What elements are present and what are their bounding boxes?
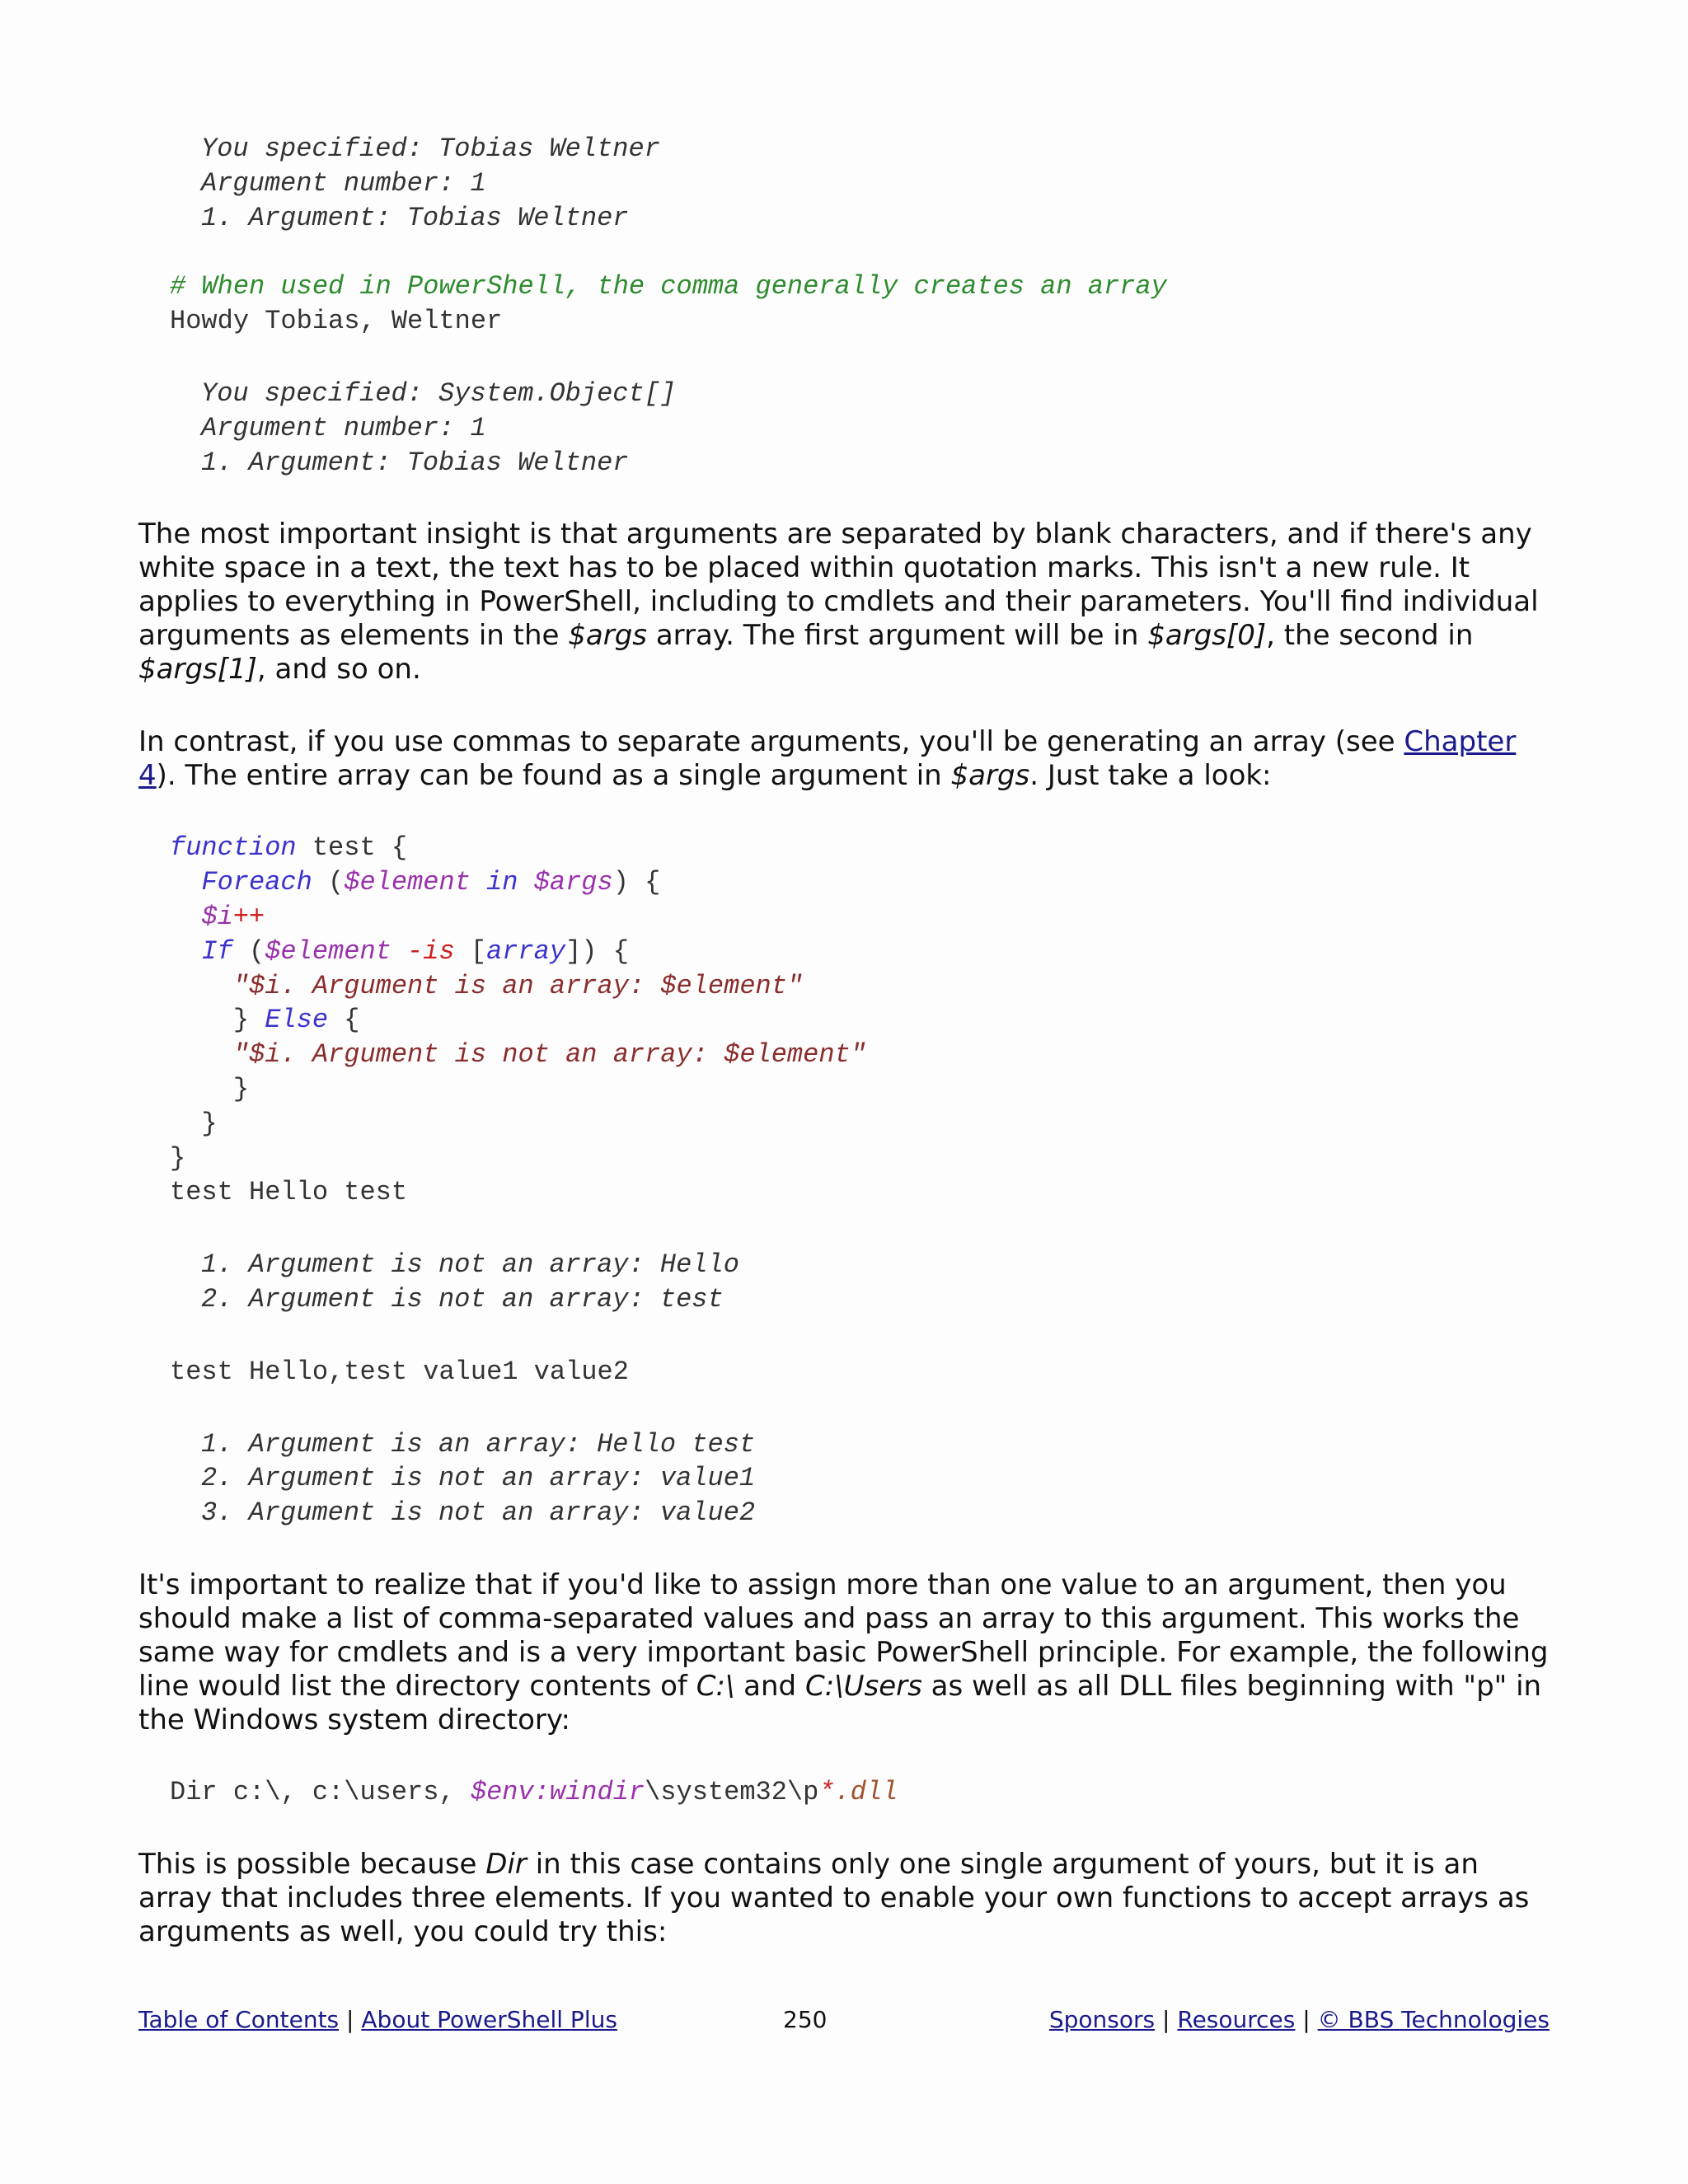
about-powershell-plus-link[interactable]: About PowerShell Plus [361,2006,617,2033]
code-line: test Hello test [170,1177,408,1208]
code-line: } [201,1108,218,1139]
code-line: function test { [170,832,408,864]
output-line: 1. Argument is not an array: Hello [201,1249,739,1281]
code-block-function-test [138,831,1556,1210]
output-line: 1. Argument: Tobias Weltner [201,447,629,478]
output-line: 1. Argument is an array: Hello test [201,1428,756,1460]
code-line: "$i. Argument is not an array: $element" [232,1039,866,1071]
code-line: test Hello,test value1 value2 [170,1356,629,1387]
code-line: } [170,1142,186,1174]
output-line: Argument number: 1 [201,412,486,443]
code-block-test-hello [138,1355,1556,1390]
footer-left [138,2006,617,2033]
code-line: } [232,1073,250,1104]
code-line: Dir c:\, c:\users, $env:windir\system32\p*.dll [170,1776,898,1807]
footer-separator: | [1302,2006,1311,2033]
code-line: Foreach ($element in $args) { [201,867,661,898]
footer-separator: | [1162,2006,1170,2033]
code-comment: # When used in PowerShell, the comma generally creates an array [170,271,1167,302]
page-content [138,132,1556,1949]
paragraph-multiple-values: It's important to realize that if you'd like to assign more than one value to an argument, then you should make a list of comma-separated values and pass an array to this argument. This works the same way for cmdlets and is a very important basic PowerShell principle. For example, the following line would list the directory contents of C:\ and C:\Users as well as all DLL files beginning with "p" in the Windows system directory: [138,1568,1549,1736]
output-block-4 [138,1427,1556,1530]
output-line: You specified: System.Object[] [201,377,677,409]
resources-link[interactable]: Resources [1177,2006,1296,2033]
code-line: $i++ [201,901,265,932]
output-line: 1. Argument: Tobias Weltner [201,202,629,233]
footer-right [1049,2006,1550,2033]
output-line: 2. Argument is not an array: value1 [201,1463,756,1494]
table-of-contents-link[interactable]: Table of Contents [138,2006,340,2033]
output-block-1 [138,132,1556,235]
paragraph-commas-array: In contrast, if you use commas to separate arguments, you'll be generating an array (see Chapter 4). The entire array can be found as a single argument in $args. Just take a look: [138,725,1517,793]
page-number: 250 [783,2006,828,2033]
paragraph-arguments-insight: The most important insight is that arguments are separated by blank characters, and if there's any white space in a text, the text has to be placed within quotation marks. This isn't a new rule. It applies to everything in PowerShell, including to cmdlets and their parameters. You'll find individual arguments as elements in the $args array. The first argument will be in $args[0], the second in $args[1], and so on. [138,518,1539,687]
output-line: 2. Argument is not an array: test [201,1283,724,1315]
bbs-technologies-link[interactable]: © BBS Technologies [1317,2006,1550,2033]
code-line: "$i. Argument is an array: $element" [232,970,804,1001]
page-footer [138,2006,1550,2039]
code-block-comma [138,269,1556,339]
code-line: If ($element -is [array]) { [201,935,629,967]
output-line: 3. Argument is not an array: value2 [201,1497,756,1529]
code-line: } Else { [232,1005,360,1036]
sponsors-link[interactable]: Sponsors [1048,2006,1156,2033]
footer-separator: | [346,2006,354,2033]
output-line: Argument number: 1 [201,167,486,199]
code-line: Howdy Tobias, Weltner [170,306,503,337]
output-block-3 [138,1248,1556,1317]
paragraph-dir-explanation: This is possible because Dir in this case contains only one single argument of yours, but it is an array that includes three elements. If you wanted to enable your own functions to accept arrays as arguments as well, you could try this: [138,1847,1530,1948]
chapter-4-link[interactable]: Chapter 4 [138,725,1517,793]
code-block-dir [138,1775,1556,1810]
output-block-2 [138,377,1556,480]
output-line: You specified: Tobias Weltner [201,134,660,164]
